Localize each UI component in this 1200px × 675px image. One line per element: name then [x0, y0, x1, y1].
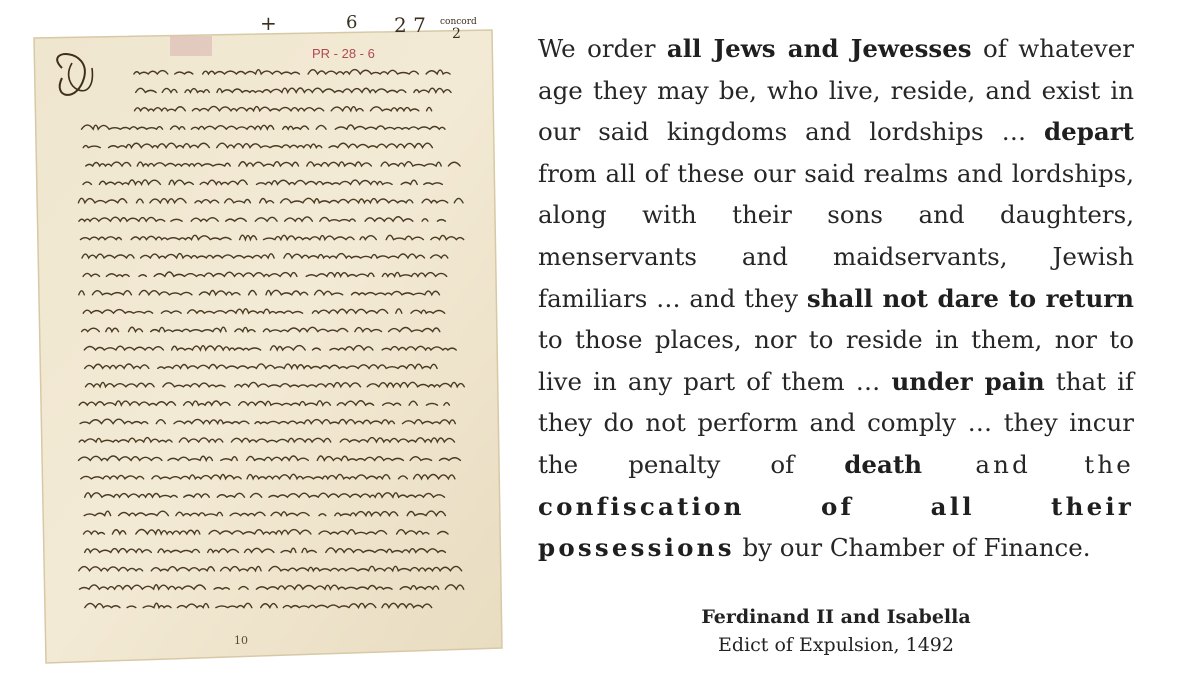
page-number: 10 — [234, 634, 248, 647]
attribution-source: Edict of Expulsion, 1492 — [718, 634, 954, 656]
quote-text-5: that if they do not perform and comply … they incur the penalty of — [538, 366, 1134, 479]
quote-text-6: and the — [922, 449, 1134, 479]
quote-emphasis-death: death — [844, 449, 923, 479]
folio-mark: 2 7 — [394, 13, 426, 37]
folio-plus: + — [260, 11, 277, 35]
quote-text-7: by our Chamber of Finance. — [734, 533, 1091, 563]
attribution — [538, 603, 1134, 659]
edict-quote — [538, 28, 1134, 569]
manuscript-image — [22, 8, 522, 670]
archive-reference: PR - 28 - 6 — [312, 46, 375, 61]
attribution-name: Ferdinand II and Isabella — [701, 606, 971, 628]
corner-note: concord — [440, 17, 477, 27]
quote-text-2: of whatever age they may be, who live, reside, and exist in our said kingdoms and lordships … — [538, 34, 1134, 147]
corner-note-digit: 2 — [452, 26, 461, 42]
quote-emphasis-jews: all Jews and Jewesses — [666, 34, 972, 63]
quote-text-4: to those places, nor to reside in them, nor to live in any part of them … — [538, 325, 1134, 396]
archive-stamp — [170, 36, 212, 56]
quote-emphasis-return: shall not dare to return — [806, 283, 1134, 313]
quote-text-1: We order — [538, 34, 667, 63]
folio-number: 6 — [346, 12, 358, 33]
quote-text-3: from all of these our said realms and lordships, along with their sons and daughters, menservants and maidservants, Jewish familiars … and they — [538, 158, 1134, 313]
manuscript-page — [22, 8, 522, 670]
quote-emphasis-confiscation: confiscation of all their possessions — [538, 491, 1134, 563]
quote-emphasis-pain: under pain — [891, 366, 1045, 396]
quote-emphasis-depart: depart — [1044, 117, 1134, 147]
